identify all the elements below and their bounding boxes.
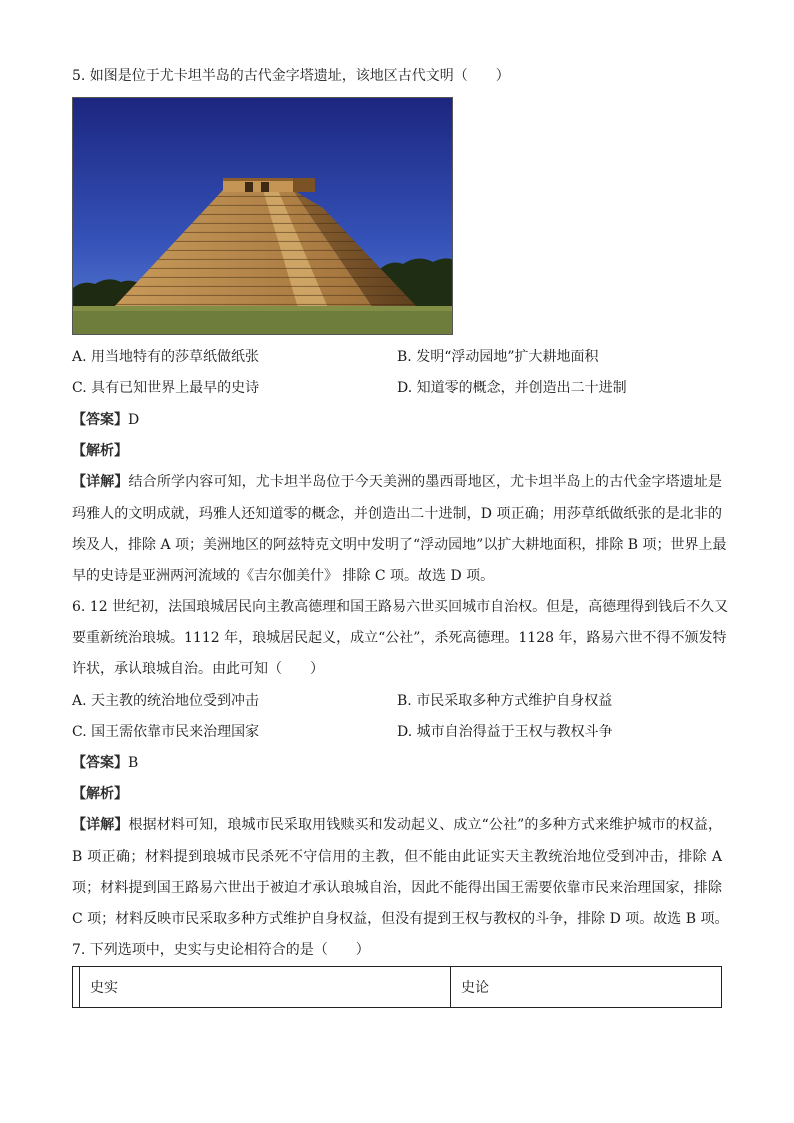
- table-row: [73, 967, 722, 1008]
- q6-option-a: A. 天主教的统治地位受到冲击: [72, 693, 260, 709]
- q5-stem: 5. 如图是位于尤卡坦半岛的古代金字塔遗址，该地区古代文明（ ）: [72, 68, 510, 84]
- q6-option-d: D. 城市自治得益于王权与教权斗争: [397, 724, 613, 740]
- q6-detail-line-3: 项；材料提到国王路易六世出于被迫才承认琅城自治，因此不能得出国王需要依靠市民来治理国家，排除: [72, 880, 722, 896]
- q5-option-b: B. 发明“浮动园地”扩大耕地面积: [397, 349, 599, 365]
- q6-option-b: B. 市民采取多种方式维护自身权益: [397, 693, 613, 709]
- q5-answer-line: [72, 410, 139, 430]
- q5-detail-tag: 【详解】: [72, 474, 129, 490]
- pyramid-photo: [72, 97, 453, 335]
- q6-analysis-tag: [72, 784, 128, 804]
- q6-detail-text-1: 根据材料可知，琅城市民采取用钱赎买和发动起义、成立“公社”的多种方式来维护城市的权益，: [128, 817, 723, 833]
- q6-answer: B: [128, 755, 139, 771]
- table-header-shilun: 史论: [451, 967, 722, 1008]
- q6-stem-line-2: 要重新统治琅城。1112 年，琅城居民起义，成立“公社”，杀死高德理。1128 年，路易六世不得不颁发特: [72, 630, 727, 646]
- q5-option-a: A. 用当地特有的莎草纸做纸张: [72, 349, 260, 365]
- q5-option-d: D. 知道零的概念，并创造出二十进制: [397, 380, 627, 396]
- q6-stem-line-3: 许状，承认琅城自治。由此可知（ ）: [72, 661, 324, 677]
- q7-table: [72, 966, 722, 1008]
- q5-detail-line-2: 玛雅人的文明成就，玛雅人还知道零的概念，并创造出二十进制，D 项正确；用莎草纸做纸张的是北非的: [72, 506, 722, 522]
- q6-answer-tag: 【答案】: [72, 755, 128, 771]
- q5-detail-line-4: 早的史诗是亚洲两河流域的《吉尔伽美什》 排除 C 项。故选 D 项。: [72, 568, 495, 584]
- q5-analysis-label: 【解析】: [72, 443, 128, 459]
- q6-analysis-label: 【解析】: [72, 786, 128, 802]
- q6-detail-line-2: B 项正确；材料提到琅城市民杀死不守信用的主教，但不能由此证实天主教统治地位受到冲击，排除 A: [72, 849, 722, 865]
- q7-stem: 7. 下列选项中，史实与史论相符合的是（ ）: [72, 942, 370, 958]
- q5-answer: D: [128, 412, 140, 428]
- q5-detail-line-3: 埃及人，排除 A 项；美洲地区的阿兹特克文明中发明了“浮动园地”以扩大耕地面积，排除 B 项；世界上最: [72, 537, 727, 553]
- q5-detail-text-1: 结合所学内容可知，尤卡坦半岛位于今天美洲的墨西哥地区，尤卡坦半岛上的古代金字塔遗址是: [128, 474, 723, 490]
- q5-analysis-tag: [72, 441, 128, 461]
- q6-answer-line: [72, 753, 138, 773]
- table-header-blank: [73, 967, 80, 1008]
- q6-option-c: C. 国王需依靠市民来治理国家: [72, 724, 260, 740]
- table-header-shishi: 史实: [80, 967, 451, 1008]
- q6-detail-line-1: [72, 815, 722, 835]
- q6-detail-tag: 【详解】: [72, 817, 129, 833]
- q5-option-c: C. 具有已知世界上最早的史诗: [72, 380, 260, 396]
- q5-answer-tag: 【答案】: [72, 412, 128, 428]
- q5-detail-line-1: [72, 472, 722, 492]
- q6-detail-line-4: C 项；材料反映市民采取多种方式维护自身权益，但没有提到王权与教权的斗争，排除 D 项。故选 B 项。: [72, 911, 729, 927]
- q6-stem-line-1: 6. 12 世纪初，法国琅城居民向主教高德理和国王路易六世买回城市自治权。但是，高德理得到钱后不久又: [72, 599, 729, 615]
